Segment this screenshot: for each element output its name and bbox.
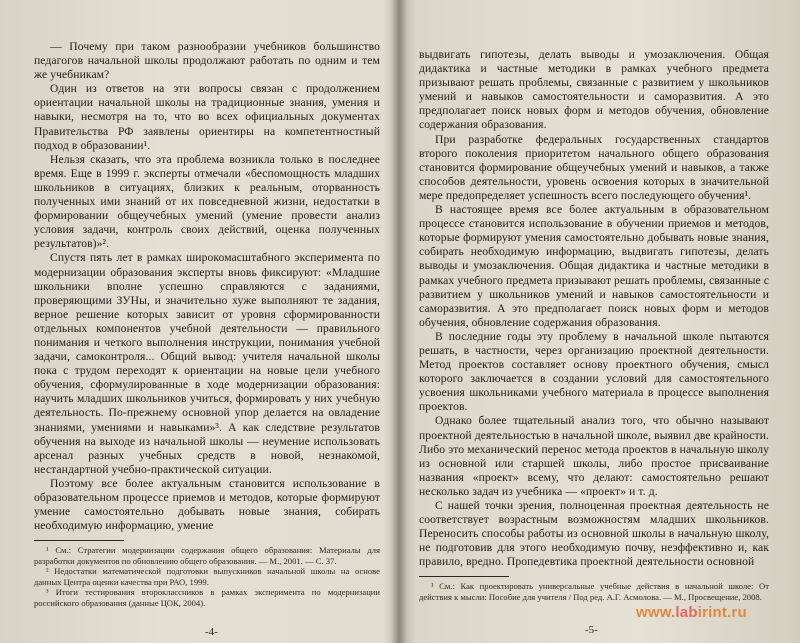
paragraph: — Почему при таком разнообразии учебников большинство педагогов начальной школы продолжают работать по одним и тем же учебникам?: [34, 40, 380, 82]
watermark-lab: lab: [675, 604, 698, 621]
watermark: [636, 604, 747, 621]
footnote: ³ Итоги тестирования второклассников в рамках эксперимента по модернизации российского образования (данные ЦОК, 2004).: [34, 587, 380, 608]
paragraph: С нашей точки зрения, полноценная проектная деятельность не соответствует возрастным возможностям младших школьников. Переносить способы работы из основной школы в начальную школу, не подготовив для этого необходимую почву, неэффективно и, как правило, вредно. Пропедевтика проектной деятельности основной: [419, 499, 769, 569]
footnote-rule: [419, 576, 509, 577]
paragraph: Поэтому все более актуальным становится использование в образовательном процессе приемов и методов, которые формируют умение самостоятельно добывать новые знания, собирать необходимую информацию, умение: [34, 476, 380, 533]
paragraph: В настоящее время все более актуальным в образовательном процессе становится использование в обучении приемов и методов, которые формируют умения самостоятельно добывать новые знания, собирать необходимую информацию, выдвигать гипотезы, делать выводы и умозаключения. Общая дидактика и частные методики в рамках учебного предмета призывают решать проблемы, связанные с развитием у школьников умений и навыков самостоятельности и саморазвития. А это предполагает поиск новых форм и методов обучения, обновление содержания образования.: [419, 203, 770, 329]
footnote-rule: [34, 540, 124, 541]
right-page: [405, 0, 800, 643]
left-page: [0, 0, 395, 643]
left-text-column: [34, 40, 380, 608]
footnote: ² Недостатки математической подготовки выпускников начальной школы на основе данных Центра оценки качества при РАО, 1999.: [34, 566, 380, 587]
watermark-prefix: www.: [636, 604, 676, 621]
paragraph: Нельзя сказать, что эта проблема возникла только в последнее время. Еще в 1999 г. эксперты отмечали «беспомощность младших школьников в ситуациях, близких к реальным, оторванность полученных ими знаний от их повседневной жизни, недостатки в формировании общеучебных умений (умение провести анализ условия задачи, контроль своих действий, оценка полученных результатов)»².: [34, 152, 380, 251]
paragraph: Однако более тщательный анализ того, что обычно называют проектной деятельностью в начальной школе, выявил две крайности. Либо это механический перенос метода проектов в начальную школу из основной или старшей школы, либо простое присваивание названия «проект» всему, что делают: самостоятельно решают несколько задач из учебника — «проект» и т. д.: [419, 414, 769, 498]
footnote: ¹ См.: Стратегии модернизации содержания общего образования: Материалы для разработки документов по обновлению общего образования. — М., 2001. — С. 37.: [34, 545, 380, 566]
paragraph: выдвигать гипотезы, делать выводы и умозаключения. Общая дидактика и частные методики в рамках учебного предмета призывают решать проблемы, связанные с развитием у школьников умений и навыков самостоятельности и саморазвития. А это предполагает поиск новых форм и методов обучения, обновление содержания образования.: [419, 48, 769, 132]
paragraph: Спустя пять лет в рамках широкомасштабного эксперимента по модернизации образования эксперты вновь фиксируют: «Младшие школьники вполне успешно справляются с заданиями, проверяющими ЗУНы, и значительно хуже выполняют те задания, верное решение которых зависит от уровня сформированности отдельных компонентов учебной деятельности — правильного понимания и четкого выполнения инструкции, понимания учебной задачи, самоконтроля... Общий вывод: учителя начальной школы пока с трудом переходят к ориентации на новые цели учебного обучения, сформулированные в ходе модернизации образования: научить младших школьников учиться, формировать у них учебную деятельность. По-прежнему основной упор делается на овладение знаниями, умениями и навыками»³. А как следствие результатов обучения на выходе из начальной школы — неумение использовать арсенал разных учебных средств в новой, незнакомой, нестандартной учебно-практической ситуации.: [34, 251, 380, 476]
page-number: -5-: [585, 624, 598, 636]
footnote: ¹ См.: Как проектировать универсальные учебные действия в начальной школе: От действия к мысли: Пособие для учителя / Под ред. А.Г. Асмолова. — М., Просвещение, 2008.: [419, 581, 769, 602]
page-number: -4-: [205, 626, 218, 638]
paragraph: При разработке федеральных государственных стандартов второго поколения приоритетом начального общего образования становится формирование общеучебных умений и навыков, а также способов деятельности, уровень освоения которых в значительной мере предопределяет успешность всего последующего обучения¹.: [419, 132, 769, 202]
right-text-column: [419, 48, 769, 602]
paragraph: Один из ответов на эти вопросы связан с продолжением ориентации начальной школы на традиционные знания, умения и навыки, несмотря на то, что во всех официальных документах Правительства РФ заявлены ориентиры на компетентностный подход в образовании¹.: [34, 82, 380, 152]
watermark-suffix: irint.ru: [697, 604, 747, 621]
paragraph: В последние годы эту проблему в начальной школе пытаются решать, в частности, через организацию проектной деятельности. Метод проектов составляет основу проектного обучения, смысл которого заключается в создании условий для самостоятельного усвоения школьниками учебного материала в процессе выполнения проектов.: [419, 329, 769, 414]
